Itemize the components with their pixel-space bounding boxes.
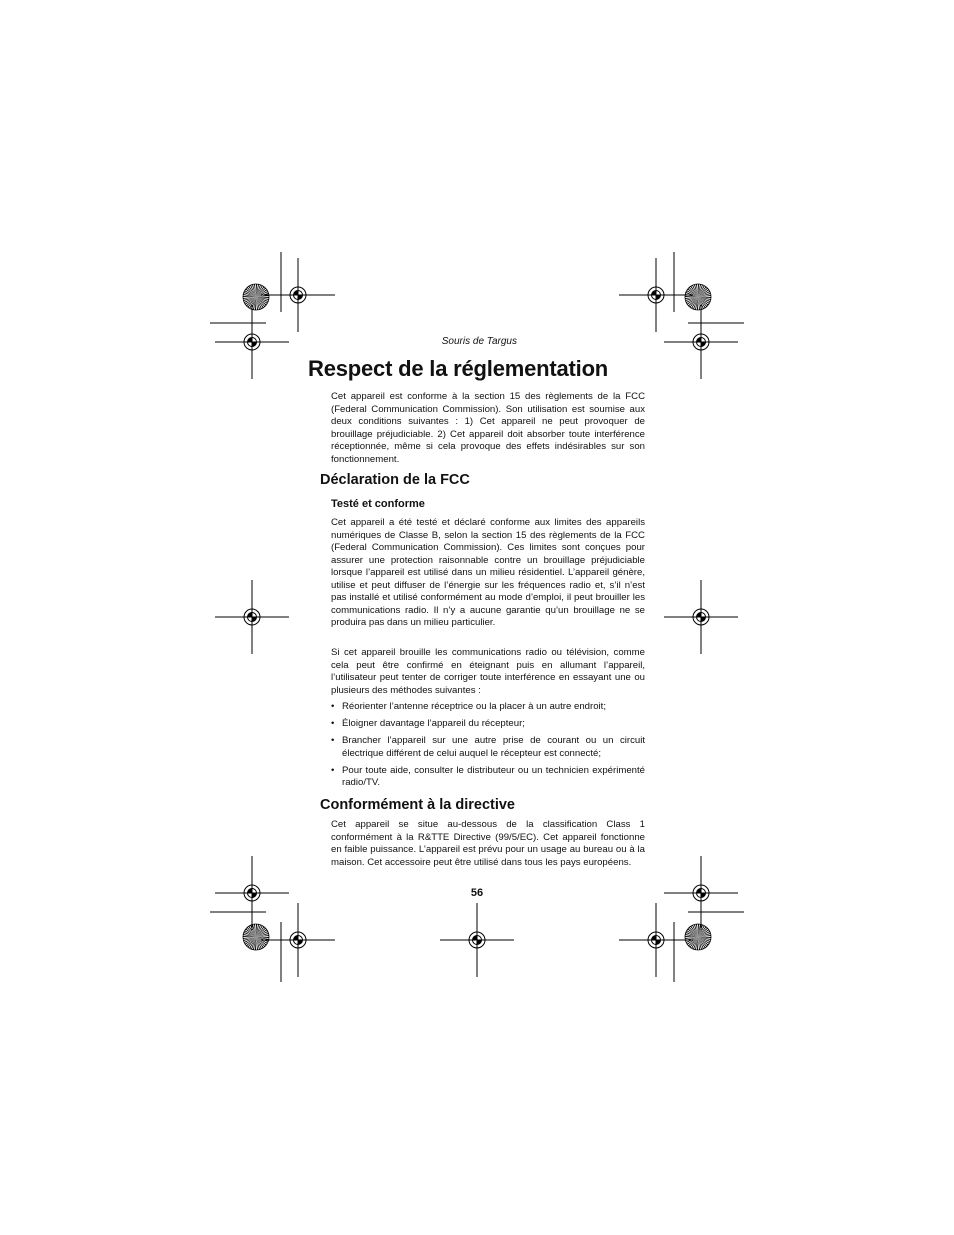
list-item-text: Pour toute aide, consulter le distributeur ou un technicien expérimenté radio/TV. (342, 764, 645, 788)
list-item-text: Brancher l’appareil sur une autre prise de courant ou un circuit électrique différent de celui auquel le récepteur est connecté; (342, 735, 645, 759)
registration-mark (440, 903, 514, 977)
page-title: Respect de la réglementation (308, 356, 609, 381)
registration-mark (215, 580, 289, 654)
registration-mark (215, 305, 289, 379)
method-list (331, 701, 645, 794)
bullet-icon: • (331, 718, 335, 729)
list-item (331, 718, 645, 731)
registration-mark (261, 903, 335, 977)
bullet-icon: • (331, 701, 335, 712)
bullet-icon: • (331, 764, 335, 776)
tested-heading: Testé et conforme (331, 498, 425, 510)
registration-mark (261, 258, 335, 332)
list-item (331, 701, 645, 714)
registration-mark (664, 580, 738, 654)
star-target (685, 924, 711, 950)
registration-mark (619, 903, 693, 977)
page-number: 56 (470, 887, 484, 899)
list-item (331, 765, 645, 790)
fcc-heading: Déclaration de la FCC (320, 472, 470, 488)
running-head: Souris de Targus (441, 336, 517, 347)
directive-paragraph: Cet appareil se situe au-dessous de la classification Class 1 conformément à la R&TTE Directive (99/5/EC). Cet appareil fonctionne en faible puissance. L’appareil est prévu pour un usage au bureau ou à la maison. Cet accessoire peut être utilisé dans tous les pays européens. (331, 819, 645, 868)
list-item-text: Éloigner davantage l’appareil du récepteur; (342, 718, 525, 729)
star-target (685, 284, 711, 310)
star-target (243, 924, 269, 950)
list-item-text: Réorienter l’antenne réceptrice ou la placer à un autre endroit; (342, 701, 606, 712)
directive-heading: Conformément à la directive (320, 797, 515, 813)
registration-mark (215, 856, 289, 930)
registration-mark (619, 258, 693, 332)
tested-paragraph-1: Cet appareil a été testé et déclaré conforme aux limites des appareils numériques de Classe B, selon la section 15 des règlements de la FCC (Federal Communication Commission). Ces limites sont conçues pour assurer une protection raisonnable contre un brouillage préjudiciable lorsque l’appareil est utilisé dans un milieu résidentiel. L’appareil génère, utilise et peut diffuser de l’énergie sur les fréquences radio et, s’il n’est pas installé et utilisé conformément au mode d’emploi, il peut brouiller les communications radio. Il n’y a aucune garantie qu’un brouillage ne se produira pas dans un milieu particulier. (331, 517, 645, 628)
bullet-icon: • (331, 735, 335, 746)
tested-paragraph-2: Si cet appareil brouille les communications radio ou télévision, comme cela peut être confirmé en éteignant puis en allumant l’appareil, l’utilisateur peut tenter de corriger toute interférence en essayant une ou plusieurs des méthodes suivantes : (331, 647, 645, 696)
registration-mark (664, 856, 738, 930)
intro-paragraph: Cet appareil est conforme à la section 15 des règlements de la FCC (Federal Communication Commission). Son utilisation est soumise aux deux conditions suivantes : 1) Cet appareil ne peut provoquer de brouillage préjudiciable. 2) Cet appareil doit absorber toute interférence réceptionnée, même si cela provoque des effets indésirables sur son fonctionnement. (331, 391, 645, 465)
star-target (243, 284, 269, 310)
list-item (331, 735, 645, 760)
